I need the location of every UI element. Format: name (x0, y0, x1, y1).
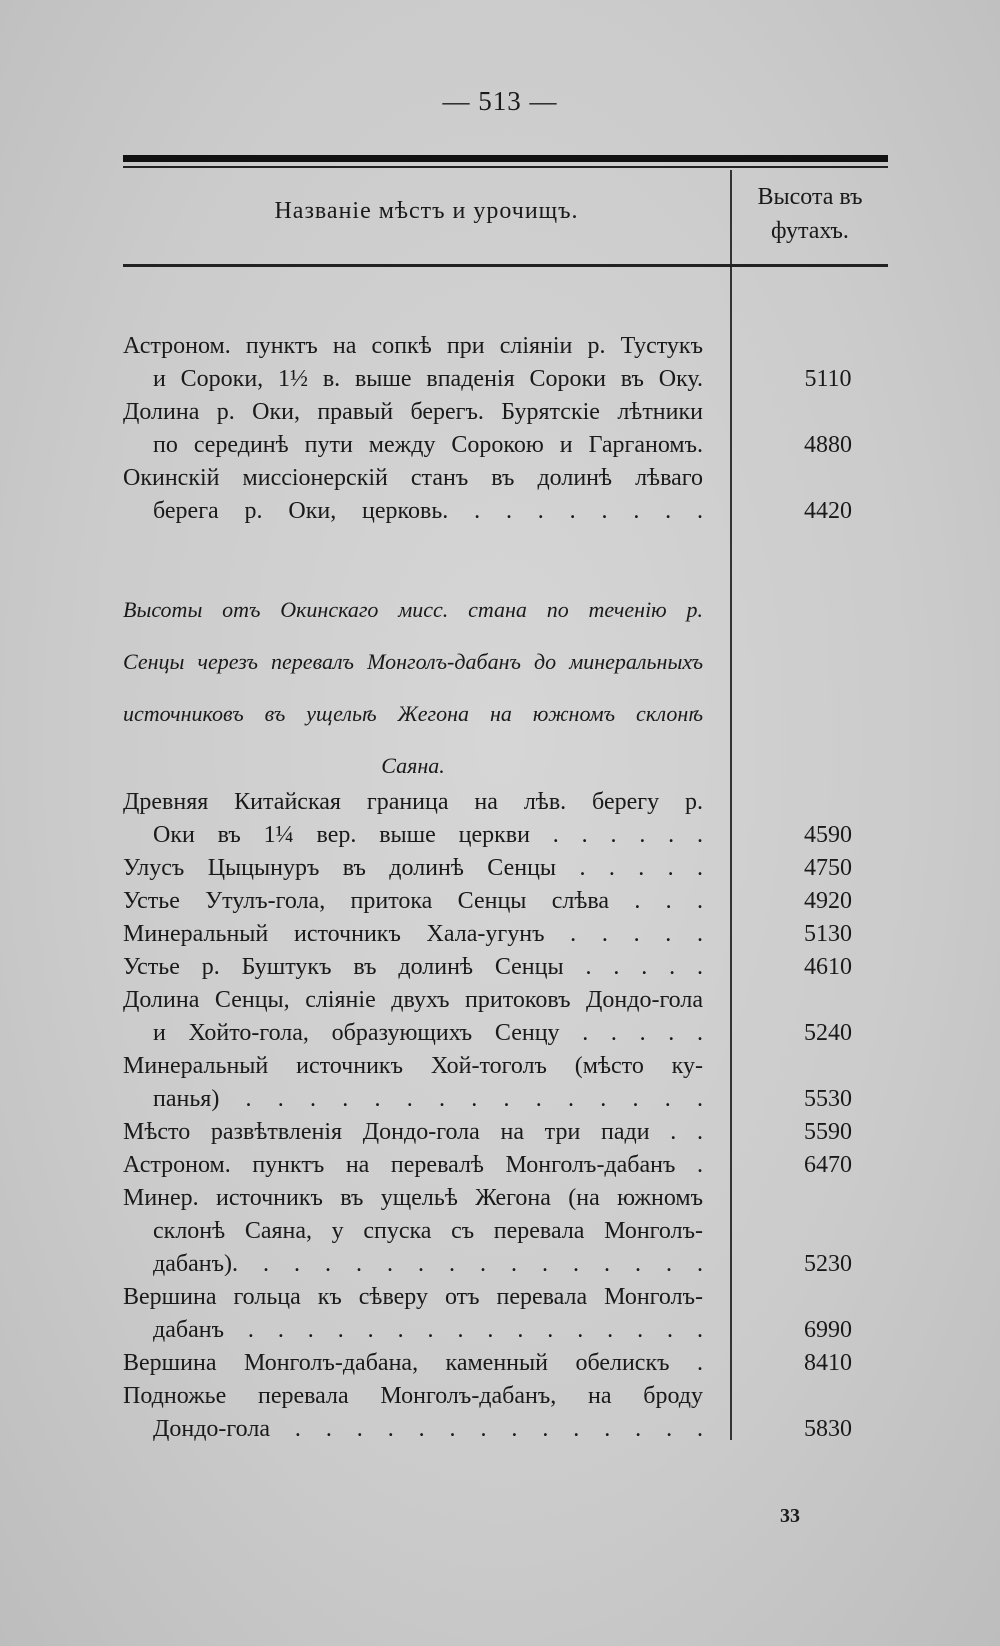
place-name-line: Устье р. Буштукъ въ долинѣ Сенцы . . . . . (123, 954, 703, 980)
table-row (123, 330, 888, 396)
place-name-line: панья) . . . . . . . . . . . . . . . (153, 1086, 703, 1112)
place-name-line: Окинскій миссіонерскій станъ въ долинѣ лѣваго (123, 465, 703, 491)
place-name-line: Улусъ Цыцынуръ въ долинѣ Сенцы . . . . . (123, 855, 703, 881)
table-row (123, 951, 888, 984)
table-row (123, 1182, 888, 1281)
section-title-line: Высоты отъ Окинскаго мисс. стана по теченію р. (123, 597, 703, 622)
place-name-line: Устье Утулъ-гола, притока Сенцы слѣва . . . (123, 888, 703, 914)
height-value: 6990 (804, 1317, 852, 1343)
table-row (123, 852, 888, 885)
section-title-line: Саяна. (381, 753, 445, 778)
place-name (123, 1149, 703, 1182)
height-value: 5830 (804, 1416, 852, 1442)
height-column-header-line2: футахъ. (771, 218, 849, 244)
place-name (123, 1050, 703, 1116)
height-value: 4750 (804, 855, 852, 881)
table-row (123, 1281, 888, 1347)
place-name (123, 1281, 703, 1347)
place-name-line: и Хойто-гола, образующихъ Сенцу . . . . . (153, 1020, 703, 1046)
place-name-line: Астроном. пунктъ на сопкѣ при сліяніи р. Тустукъ (123, 333, 703, 359)
place-name-line: Вершина гольца къ сѣверу отъ перевала Монголъ- (123, 1284, 703, 1310)
place-name-line: и Сороки, 1½ в. выше впаденія Сороки въ Оку. (153, 366, 703, 392)
place-name-line: Вершина Монголъ-дабана, каменный обелискъ . (123, 1350, 703, 1376)
table-row (123, 1380, 888, 1446)
place-name (123, 1182, 703, 1281)
table-row (123, 918, 888, 951)
header-thick-rule (123, 155, 888, 162)
height-value: 5110 (804, 366, 852, 392)
height-value: 5230 (804, 1251, 852, 1277)
place-name-line: Астроном. пунктъ на перевалѣ Монголъ-дабанъ . (123, 1152, 703, 1178)
place-name (123, 951, 703, 984)
place-name-line: по серединѣ пути между Сорокою и Гарганомъ. (153, 432, 703, 458)
place-name-line: дабанъ). . . . . . . . . . . . . . . . (153, 1251, 703, 1277)
place-name (123, 885, 703, 918)
height-column-header (732, 180, 888, 248)
height-value: 5590 (804, 1119, 852, 1145)
place-name-line: Древняя Китайская граница на лѣв. берегу р. (123, 789, 703, 815)
section-title (123, 584, 703, 792)
place-name (123, 1347, 703, 1380)
header-thin-rule (123, 166, 888, 168)
place-name (123, 786, 703, 852)
place-name-line: Минер. источникъ въ ущельѣ Жегона (на южномъ (123, 1185, 703, 1211)
place-name-line: Подножье перевала Монголъ-дабанъ, на броду (123, 1383, 703, 1409)
place-name-line: Оки въ 1¼ вер. выше церкви . . . . . . (153, 822, 703, 848)
place-name-line: Дондо-гола . . . . . . . . . . . . . . (153, 1416, 703, 1442)
place-name-line: Долина р. Оки, правый берегъ. Бурятскіе лѣтники (123, 399, 703, 425)
height-value: 5240 (804, 1020, 852, 1046)
height-value: 4920 (804, 888, 852, 914)
table-row (123, 396, 888, 462)
place-name (123, 330, 703, 396)
table-row (123, 462, 888, 528)
table-row (123, 1050, 888, 1116)
place-name-line: Минеральный источникъ Хала-угунъ . . . . . (123, 921, 703, 947)
table-row (123, 1149, 888, 1182)
place-name (123, 1380, 703, 1446)
place-name (123, 984, 703, 1050)
place-name-line: берега р. Оки, церковь. . . . . . . . . (153, 498, 703, 524)
signature-mark: 33 (780, 1505, 800, 1527)
place-name-line: Мѣсто развѣтвленія Дондо-гола на три пади . . (123, 1119, 703, 1145)
table-row (123, 984, 888, 1050)
place-name-line: склонѣ Саяна, у спуска съ перевала Монголъ- (153, 1218, 703, 1244)
height-value: 4880 (804, 432, 852, 458)
section-title-line: Сенцы черезъ перевалъ Монголъ-дабанъ до минеральныхъ (123, 649, 703, 674)
height-column-header-line1: Высота въ (757, 184, 863, 210)
height-value: 5530 (804, 1086, 852, 1112)
place-name-line: Минеральный источникъ Хой-тоголъ (мѣсто ку- (123, 1053, 703, 1079)
height-value: 8410 (804, 1350, 852, 1376)
place-name (123, 1116, 703, 1149)
name-column-header: Названіе мѣстъ и урочищъ. (274, 198, 579, 224)
table-row (123, 885, 888, 918)
place-name (123, 462, 703, 528)
place-name-line: дабанъ . . . . . . . . . . . . . . . . (153, 1317, 703, 1343)
header-bottom-rule (123, 264, 888, 267)
place-name (123, 852, 703, 885)
height-value: 5130 (804, 921, 852, 947)
table-row (123, 1116, 888, 1149)
height-value: 4420 (804, 498, 852, 524)
section-title-line: источниковъ въ ущельѣ Жегона на южномъ склонѣ (123, 701, 703, 726)
height-value: 4590 (804, 822, 852, 848)
height-value: 4610 (804, 954, 852, 980)
place-name (123, 918, 703, 951)
place-name-line: Долина Сенцы, сліяніе двухъ притоковъ Дондо-гола (123, 987, 703, 1013)
place-name (123, 396, 703, 462)
height-value: 6470 (804, 1152, 852, 1178)
table-row (123, 1347, 888, 1380)
page-number: — 513 — (442, 86, 558, 116)
table-row (123, 786, 888, 852)
